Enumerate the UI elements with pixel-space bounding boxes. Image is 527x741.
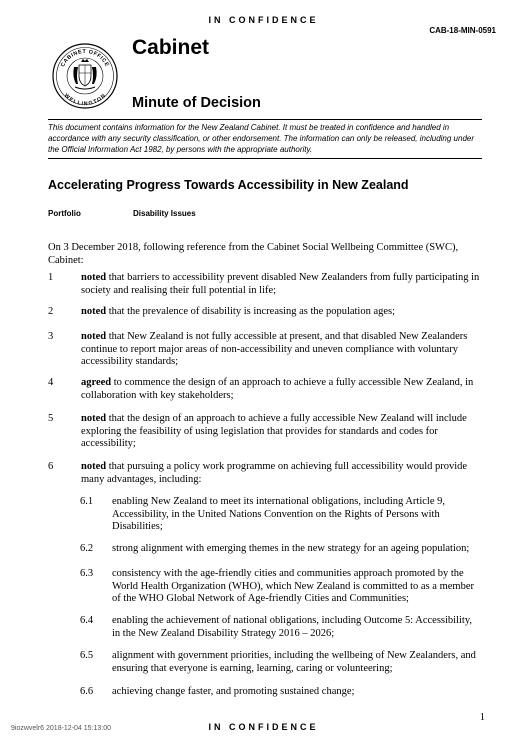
decision-text: that barriers to accessibility prevent disabled New Zealanders from fully participating in society and realising their full potential in life; [81,272,480,296]
item-number: 3 [48,331,54,342]
subitem-text: enabling the achievement of national obligations, including Outcome 5: Accessibility, in the New Zealand Disability Strategy 2016 – 2026; [112,615,473,639]
decision-verb: agreed [81,377,112,388]
classification-footer: IN CONFIDENCE [208,722,319,732]
item-number: 4 [48,377,54,388]
item-number: 5 [48,413,54,424]
cabinet-office-seal [52,43,118,109]
portfolio-label: Portfolio [48,209,81,218]
subitem-number: 6.3 [80,568,94,579]
portfolio-value: Disability Issues [133,209,196,218]
decision-text: that the design of an approach to achieve a fully accessible New Zealand will include exploring the feasibility of using legislation that provides for standards and codes for accessibility; [81,413,467,449]
classification-header: IN CONFIDENCE [208,15,319,25]
decision-verb: noted [81,272,107,283]
item-number: 2 [48,306,54,317]
document-stamp: 9iozwvelr6 2018-12-04 15:13:00 [11,725,112,732]
intro-paragraph: On 3 December 2018, following reference from the Cabinet Social Wellbeing Committee (SWC), Cabinet: [48,242,459,266]
page-number: 1 [479,712,485,723]
decision-text: that New Zealand is not fully accessible at present, and that disabled New Zealanders continue to report major areas of non-accessibility and uneven compliance with voluntary accessibility standards; [81,331,468,367]
decision-verb: noted [81,413,107,424]
page-subtitle: Minute of Decision [132,95,261,111]
subitem-number: 6.5 [80,650,94,661]
page-title: Cabinet [132,36,210,59]
decision-verb: noted [81,461,107,472]
subitem-number: 6.2 [80,543,94,554]
subitem-number: 6.4 [80,615,94,626]
minute-reference: CAB-18-MIN-0591 [429,26,496,35]
decision-verb: noted [81,331,107,342]
document-title: Accelerating Progress Towards Accessibility in New Zealand [48,178,409,192]
seal-text-top: CABINET OFFICE [60,48,110,69]
item-number: 6 [48,461,54,472]
subitem-text: strong alignment with emerging themes in the new strategy for an ageing population; [112,543,470,554]
subitem-number: 6.1 [80,496,94,507]
subitem-text: consistency with the age-friendly cities and communities approach promoted by the World Health Organization (WHO), which New Zealand is committed to as a member of the WHO Global Network of Age-friendly Cities and Communities; [112,568,474,604]
subitem-text: enabling New Zealand to meet its international obligations, including Article 9, Accessibility, in the United Nations Convention on the Rights of Persons with Disabilities; [112,496,446,532]
item-number: 1 [48,272,54,283]
confidentiality-notice: This document contains information for the New Zealand Cabinet. It must be treated in confidence and handled in accordance with any security classification, or other endorsement. The information can only be released, including under the Official Information Act 1982, by persons with the appropriate authority. [48,119,482,159]
decision-verb: noted [81,306,107,317]
subitem-number: 6.6 [80,686,94,697]
subitem-text: alignment with government priorities, including the wellbeing of New Zealanders, and ensuring that everyone is earning, learning, caring or volunteering; [112,650,476,674]
decision-text: to commence the design of an approach to achieve a fully accessible New Zealand, in collaboration with key stakeholders; [81,377,474,401]
decision-text: that pursuing a policy work programme on achieving full accessibility would provide many advantages, including: [81,461,468,485]
decision-text: that the prevalence of disability is increasing as the population ages; [106,306,396,317]
subitem-text: achieving change faster, and promoting sustained change; [112,686,355,697]
seal-text-bottom: WELLINGTON [62,92,108,108]
